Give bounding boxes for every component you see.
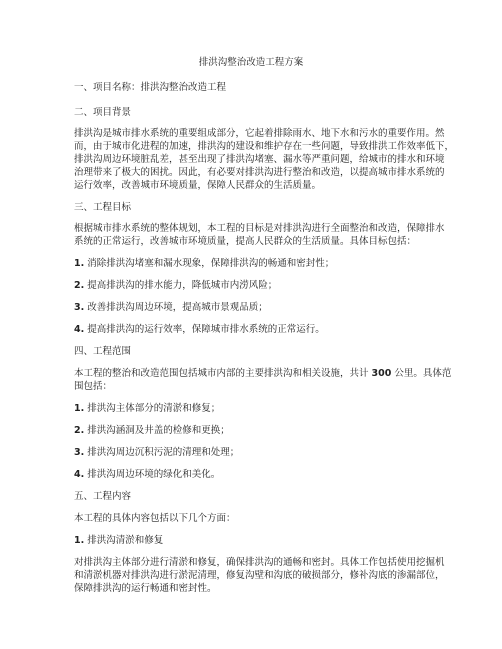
list-item-number: 2. (74, 425, 85, 436)
list-item-text: 排洪沟周边环境的绿化和美化。 (87, 469, 221, 480)
section-1-heading: 一、项目名称：排洪沟整治改造工程 (74, 82, 227, 93)
section-2-heading: 二、项目背景 (74, 107, 132, 118)
list-item-number: 3. (74, 302, 85, 313)
section-5-heading: 五、工程内容 (74, 491, 132, 502)
paragraph-line: 排洪沟周边环境脏乱差，甚至出现了排洪沟堵塞、漏水等严重问题，给城市的排水和环境 (74, 154, 445, 165)
paragraph-text: 公里。具体范 (391, 368, 452, 379)
list-item-text: 排洪沟清淤和修复 (87, 535, 164, 546)
paragraph-line: 本工程的具体内容包括以下几个方面： (74, 513, 236, 524)
paragraph-line: 和清淤机器对排洪沟进行淤泥清理，修复沟壁和沟底的破损部分，修补沟底的渗漏部位， (74, 570, 445, 581)
paragraph-line: 对排洪沟主体部分进行清淤和修复，确保排洪沟的通畅和密封。具体工作包括使用挖掘机 (74, 557, 445, 568)
length-value: 300 (371, 368, 392, 379)
list-item-text: 排洪沟涵洞及井盖的检修和更换； (87, 425, 230, 436)
list-item-number: 1. (74, 403, 85, 414)
list-item-text: 排洪沟周边沉积污泥的清理和处理； (87, 447, 240, 458)
list-item-text: 消除排洪沟堵塞和漏水现象，保障排洪沟的畅通和密封性； (87, 258, 335, 269)
list-item-number: 4. (74, 469, 85, 480)
paragraph-text: 本工程的整治和改造范围包括城市内部的主要排洪沟和相关设施，共计 (74, 368, 372, 379)
list-item (74, 302, 434, 314)
list-item-text: 提高排洪沟的运行效率，保障城市排水系统的正常运行。 (87, 324, 325, 335)
paragraph-line: 治理带来了极大的困扰。因此，有必要对排洪沟进行整治和改造，以提高城市排水系统的 (74, 167, 445, 178)
paragraph-line (74, 368, 452, 380)
list-item (74, 403, 434, 415)
paragraph-line: 排洪沟是城市排水系统的重要组成部分，它起着排除雨水、地下水和污水的重要作用。然 (74, 128, 445, 139)
document-title: 排洪沟整治改造工程方案 (198, 57, 304, 68)
list-item-number: 1. (74, 258, 85, 269)
paragraph-line: 系统的正常运行，改善城市环境质量，提高人民群众的生活质量。具体目标包括： (74, 236, 417, 247)
list-item-number: 4. (74, 324, 85, 335)
paragraph-line: 而，由于城市化进程的加速，排洪沟的建设和维护存在一些问题，导致排洪工作效率低下， (74, 141, 455, 152)
paragraph-line: 运行效率，改善城市环境质量，保障人民群众的生活质量。 (74, 180, 322, 191)
list-item (74, 280, 434, 292)
list-item-text: 排洪沟主体部分的清淤和修复； (87, 403, 221, 414)
list-item (74, 469, 434, 481)
list-item-number: 3. (74, 447, 85, 458)
list-item (74, 258, 434, 270)
list-item-number: 1. (74, 535, 85, 546)
list-item-text: 改善排洪沟周边环境，提高城市景观品质； (87, 302, 268, 313)
list-item (74, 535, 434, 547)
list-item-text: 提高排洪沟的排水能力，降低城市内涝风险； (87, 280, 278, 291)
section-4-heading: 四、工程范围 (74, 346, 132, 357)
paragraph-line: 围包括： (74, 381, 113, 392)
paragraph-line: 保障排洪沟的运行畅通和密封性。 (74, 583, 217, 594)
section-3-heading: 三、工程目标 (74, 202, 132, 213)
list-item-number: 2. (74, 280, 85, 291)
list-item (74, 425, 434, 437)
paragraph-line: 根据城市排水系统的整体规划，本工程的目标是对排洪沟进行全面整治和改造，保障排水 (74, 223, 445, 234)
list-item (74, 324, 434, 336)
list-item (74, 447, 434, 459)
